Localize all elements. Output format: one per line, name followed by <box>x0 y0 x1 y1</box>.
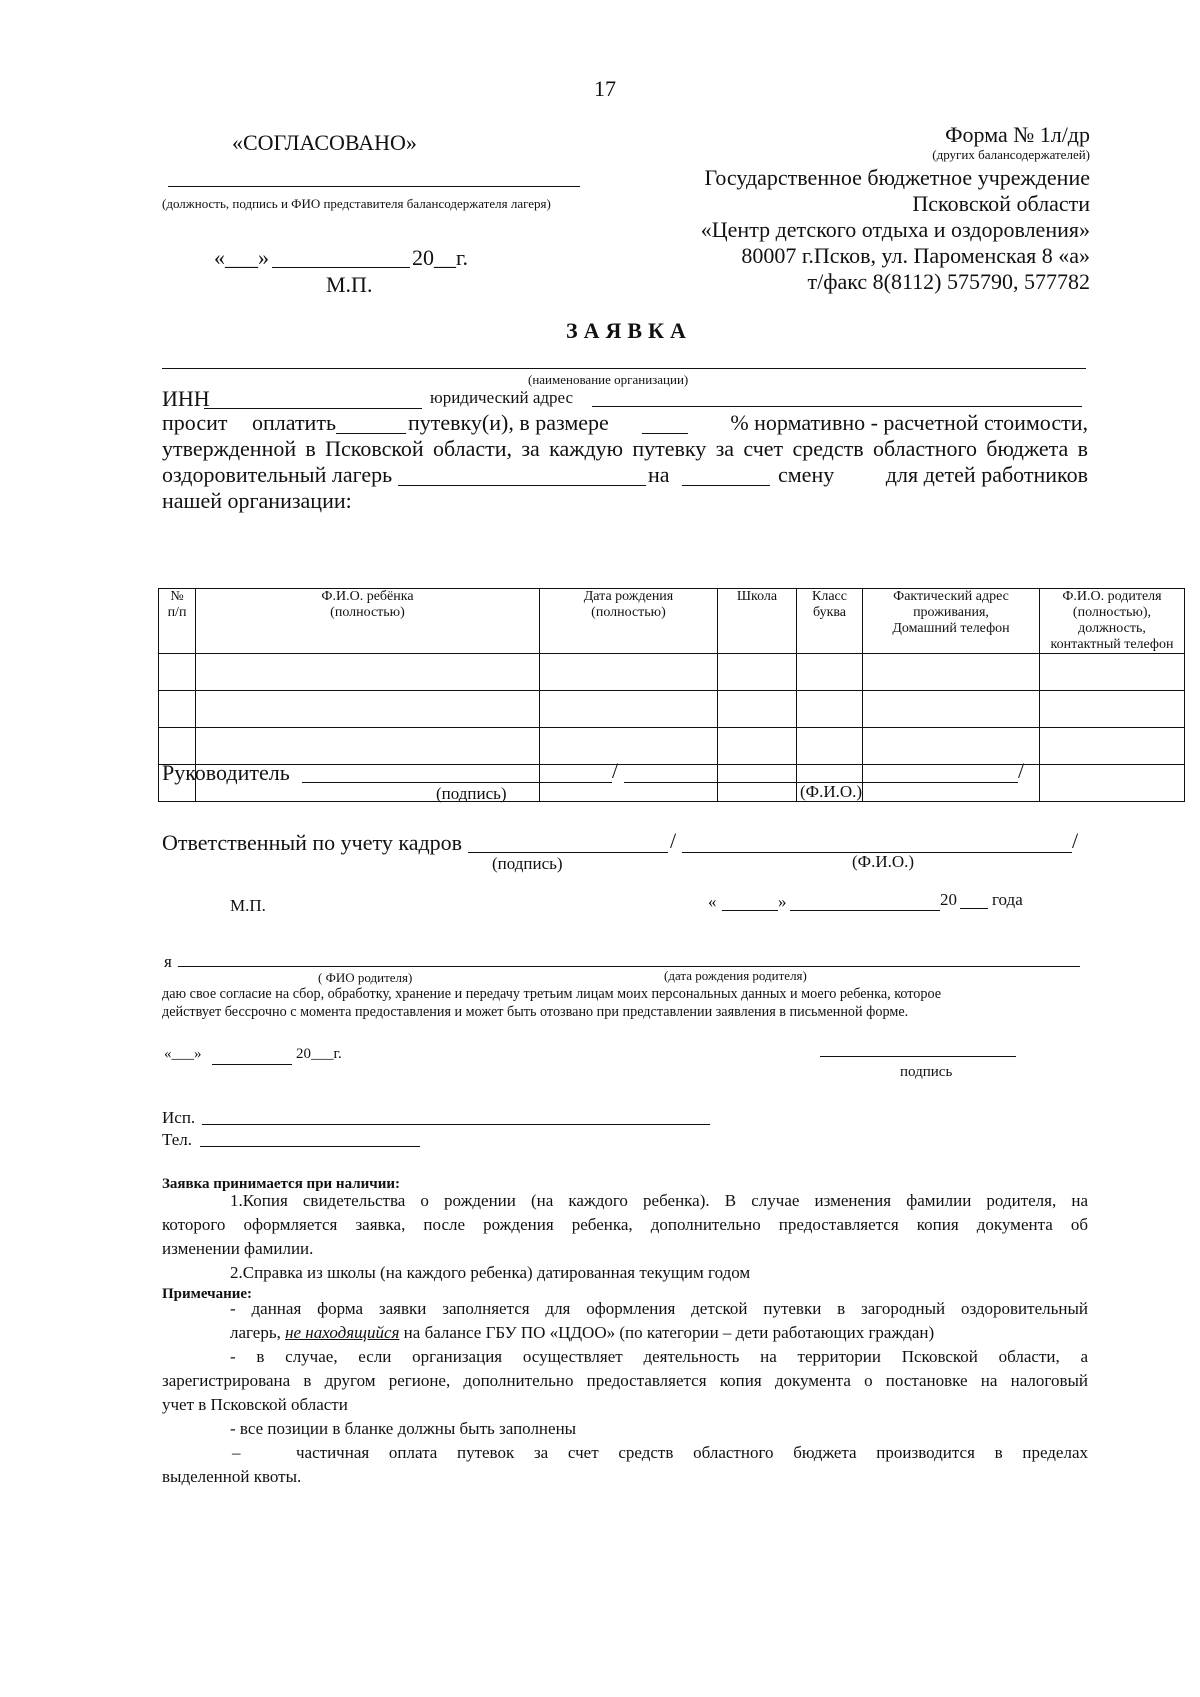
children-table <box>158 588 1185 802</box>
table-cell[interactable] <box>196 654 540 691</box>
hr-fio-caption: (Ф.И.О.) <box>852 852 915 871</box>
note-1-line-2 <box>230 1320 934 1345</box>
request-for-children: для детей работников <box>885 462 1088 487</box>
requirement-2: 2.Справка из школы (на каждого ребенка) датированная текущим годом <box>230 1263 751 1282</box>
request-word-oplatit: оплатить <box>252 410 336 435</box>
date-year-line[interactable] <box>960 908 988 909</box>
percent-line[interactable] <box>642 433 688 434</box>
table-cell[interactable] <box>196 691 540 728</box>
date-close-quote: » <box>778 892 787 911</box>
note-4-line-2: выделенной квоты. <box>162 1467 302 1486</box>
agreed-signature-line[interactable] <box>168 186 580 187</box>
table-row <box>159 654 1185 691</box>
consent-fio-caption: ( ФИО родителя) <box>318 970 413 985</box>
note-4-line-1: частичная оплата путевок за счет средств областного бюджета производится в пределах <box>296 1443 1088 1462</box>
note-1-prefix: лагерь, <box>230 1323 281 1342</box>
form-note: (других балансодержателей) <box>932 147 1090 162</box>
date-year-prefix: 20 <box>940 890 957 909</box>
table-cell[interactable] <box>863 691 1040 728</box>
col-school <box>718 589 797 654</box>
col-class <box>797 589 863 654</box>
col-parent-label: Ф.И.О. родителя (полностью), должность, контактный телефон <box>1050 589 1174 652</box>
legal-address-line[interactable] <box>592 406 1082 407</box>
table-cell[interactable] <box>159 728 196 765</box>
note-2-line-3: учет в Псковской области <box>162 1395 348 1414</box>
org-phone: т/факс 8(8112) 575790, 577782 <box>807 269 1090 294</box>
col-address <box>863 589 1040 654</box>
col-birth-date-label: Дата рождения (полностью) <box>583 589 674 620</box>
requirement-1-line-1: 1.Копия свидетельства о рождении (на каждого ребенка). В случае изменения фамилии родителя, на <box>230 1191 1088 1210</box>
agreed-date-month-line[interactable] <box>272 267 410 268</box>
table-cell[interactable] <box>863 654 1040 691</box>
camp-name-line[interactable] <box>398 485 646 486</box>
requirements-heading: Заявка принимается при наличии: <box>162 1176 401 1192</box>
page-number: 17 <box>594 76 616 101</box>
consent-line-2: действует бессрочно с момента предоставления и может быть отозвано при представлении заявления в письменной форме. <box>162 1004 909 1020</box>
phone-line[interactable] <box>200 1146 420 1147</box>
consent-line-1: даю свое согласие на сбор, обработку, хранение и передачу третьим лицам моих персональных данных и моего ребенка, которое <box>162 986 942 1002</box>
table-cell[interactable] <box>863 728 1040 765</box>
inn-input-line[interactable] <box>204 408 422 409</box>
table-cell[interactable] <box>540 728 718 765</box>
org-name-caption: (наименование организации) <box>528 372 689 387</box>
table-cell[interactable] <box>718 654 797 691</box>
table-cell[interactable] <box>797 691 863 728</box>
table-header-row <box>159 589 1185 654</box>
agreed-date-day: «___» <box>214 245 269 270</box>
hr-slash-1: / <box>670 828 677 853</box>
table-cell[interactable] <box>1040 654 1185 691</box>
table-cell[interactable] <box>1040 691 1185 728</box>
request-word-prosit: просит <box>162 410 228 435</box>
col-address-label: Фактический адрес проживания, Домашний телефон <box>892 589 1010 636</box>
org-address: 80007 г.Псков, ул. Пароменская 8 «а» <box>741 243 1090 268</box>
request-camp-label: оздоровительный лагерь <box>162 462 393 487</box>
executor-line[interactable] <box>202 1124 710 1125</box>
head-slash-2: / <box>1018 758 1025 783</box>
head-signature-line[interactable] <box>302 782 612 783</box>
request-line-2: утвержденной в Псковской области, за каждую путевку за счет средств областного бюджета в <box>162 436 1088 461</box>
date-open-quote: « <box>708 892 717 911</box>
col-school-label: Школа <box>736 589 778 604</box>
table-cell[interactable] <box>196 728 540 765</box>
hr-label: Ответственный по учету кадров <box>162 830 463 855</box>
table-cell[interactable] <box>718 691 797 728</box>
agreed-date-year: 20__г. <box>412 245 469 270</box>
note-1-suffix: на балансе ГБУ ПО «ЦДОО» (по категории – дети работающих граждан) <box>403 1323 935 1342</box>
table-cell[interactable] <box>159 691 196 728</box>
table-cell[interactable] <box>540 765 718 802</box>
shift-line[interactable] <box>682 485 770 486</box>
phone-label: Тел. <box>162 1130 193 1149</box>
consent-date-year: 20___г. <box>296 1046 342 1062</box>
agreed-stamp-title: «СОГЛАСОВАНО» <box>232 130 417 155</box>
table-row <box>159 728 1185 765</box>
request-word-putevku: путевку(и), в размере <box>408 410 609 435</box>
hr-slash-2: / <box>1072 828 1079 853</box>
request-line-4: нашей организации: <box>162 488 352 513</box>
note-1-line-1: - данная форма заявки заполняется для оформления детской путевки в загородный оздоровительный <box>230 1299 1088 1318</box>
requirement-1-line-3: изменении фамилии. <box>162 1239 314 1258</box>
table-cell[interactable] <box>540 691 718 728</box>
table-cell[interactable] <box>540 654 718 691</box>
org-name-line[interactable] <box>162 368 1086 369</box>
col-number <box>159 589 196 654</box>
head-slash-1: / <box>612 758 619 783</box>
note-1-emphasis: не находящийся <box>285 1323 400 1342</box>
inn-label: ИНН <box>162 386 210 411</box>
consent-dob-caption: (дата рождения родителя) <box>664 968 807 983</box>
org-line-3: «Центр детского отдыха и оздоровления» <box>700 217 1090 242</box>
note-4-dash: – <box>232 1443 241 1462</box>
consent-parent-line[interactable] <box>178 966 1080 967</box>
executor-label: Исп. <box>162 1108 196 1127</box>
col-child-name <box>196 589 540 654</box>
col-class-label: Класс буква <box>812 589 847 620</box>
document-title: ЗАЯВКА <box>566 318 692 343</box>
requirement-1-line-2: которого оформляется заявка, после рождения ребенка, дополнительно предоставляется копия документа об <box>162 1215 1088 1234</box>
head-label: Руководитель <box>162 760 290 785</box>
note-2-line-2: зарегистрирована в другом регионе, дополнительно предоставляется копия документа о постановке на налоговый <box>162 1371 1088 1390</box>
request-na: на <box>648 462 670 487</box>
table-cell[interactable] <box>1040 728 1185 765</box>
signature-stamp-mp: М.П. <box>230 896 266 915</box>
date-day-line[interactable] <box>722 910 778 911</box>
note-2-line-1: - в случае, если организация осуществляет деятельность на территории Псковской области, а <box>230 1347 1088 1366</box>
org-line-1: Государственное бюджетное учреждение <box>704 165 1090 190</box>
table-cell[interactable] <box>1040 765 1185 802</box>
table-cell[interactable] <box>718 728 797 765</box>
table-cell[interactable] <box>159 654 196 691</box>
voucher-count-line[interactable] <box>336 433 406 434</box>
consent-signature-caption: подпись <box>900 1064 953 1080</box>
consent-signature-line[interactable] <box>820 1056 1016 1057</box>
agreed-stamp-mp: М.П. <box>326 272 373 297</box>
consent-date-day: «___» <box>164 1046 202 1062</box>
hr-sign-caption: (подпись) <box>492 854 563 873</box>
notes-heading: Примечание: <box>162 1286 253 1302</box>
table-row <box>159 765 1185 802</box>
consent-ya: я <box>164 952 172 971</box>
hr-signature-line[interactable] <box>468 852 668 853</box>
table-cell[interactable] <box>797 654 863 691</box>
agreed-caption: (должность, подпись и ФИО представителя балансодержателя лагеря) <box>162 196 551 211</box>
org-line-2: Псковской области <box>912 191 1090 216</box>
col-parent <box>1040 589 1185 654</box>
date-year-suffix: года <box>992 890 1023 909</box>
form-number: Форма № 1л/др <box>945 122 1090 147</box>
legal-address-label: юридический адрес <box>430 388 574 407</box>
head-sign-caption: (подпись) <box>436 784 507 803</box>
table-cell[interactable] <box>863 765 1040 802</box>
consent-date-month-line[interactable] <box>212 1064 292 1065</box>
table-cell[interactable] <box>718 765 797 802</box>
col-birth-date <box>540 589 718 654</box>
head-fio-caption: (Ф.И.О.) <box>800 782 863 801</box>
date-month-line[interactable] <box>790 910 940 911</box>
table-cell[interactable] <box>797 728 863 765</box>
table-row <box>159 691 1185 728</box>
note-3: - все позиции в бланке должны быть заполнены <box>230 1419 577 1438</box>
col-child-name-label: Ф.И.О. ребёнка (полностью) <box>321 589 414 620</box>
request-shift-label: смену <box>778 462 835 487</box>
request-percent-text: % нормативно - расчетной стоимости, <box>730 410 1088 435</box>
col-number-label: № п/п <box>167 589 187 620</box>
